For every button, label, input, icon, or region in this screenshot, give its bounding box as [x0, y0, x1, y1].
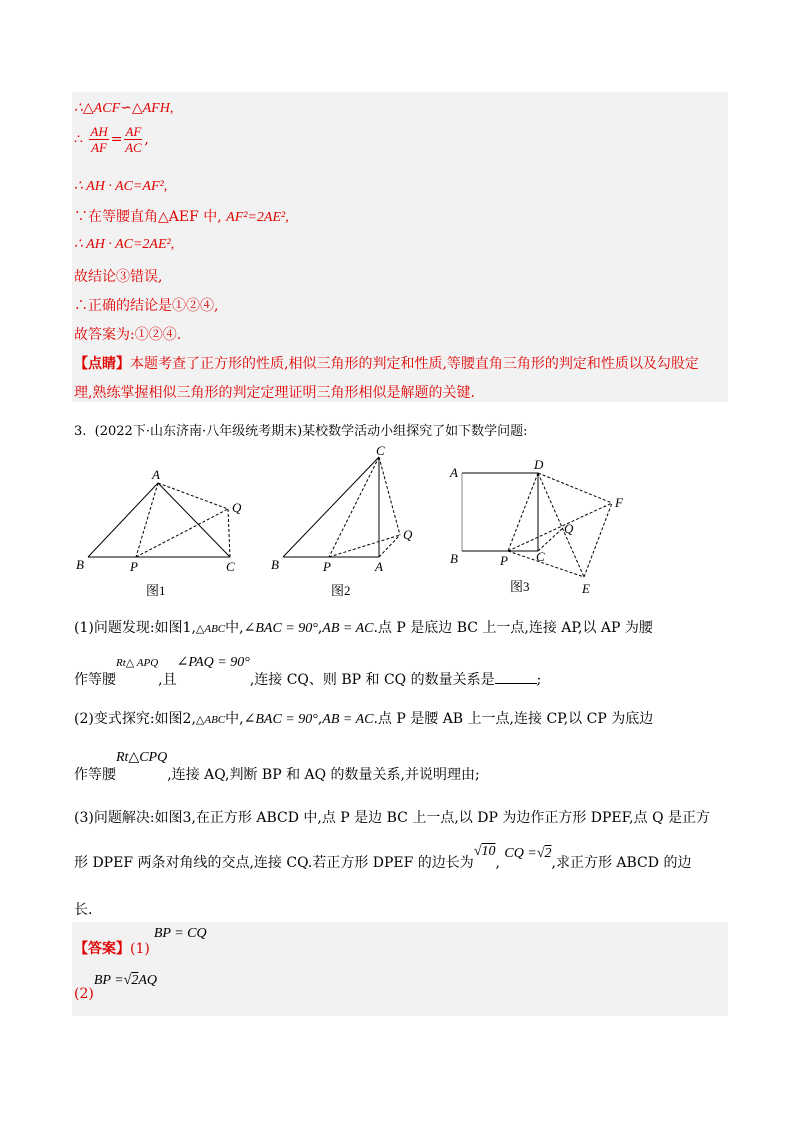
fig1-label-a: A [152, 467, 160, 482]
fig1-caption: 图1 [146, 583, 166, 598]
fig2-label-p: P [323, 559, 331, 574]
solution-line-4: ∵在等腰直角△AEF 中, AF²=2AE², [74, 209, 289, 225]
q3-line-3: 长. [74, 902, 93, 918]
fig2-label-a: A [375, 559, 383, 574]
q2-line-2: 作等腰Rt△CPQ,连接 AQ,判断 BP 和 AQ 的数量关系,并说明理由; [74, 750, 480, 783]
q3-line-2: 形 DPEF 两条对角线的交点,连接 CQ.若正方形 DPEF 的边长为√10, CQ =√2,求正方形 ABCD 的边 [74, 844, 692, 871]
q1-line-2: 作等腰$^{Rt\triangle APQ}$,且∠PAQ = 90°,连接 CQ、则 BP 和 CQ 的数量关系是 ; [74, 655, 542, 688]
fig3-label-p: P [500, 553, 508, 568]
comment-line-1: 【点睛】本题考查了正方形的性质,相似三角形的判定和性质,等腰直角三角形的判定和性质以及勾股定 [74, 356, 699, 372]
comment-line-2: 理,熟练掌握相似三角形的判定定理证明三角形相似是解题的关键. [74, 385, 475, 401]
fig3-label-e: E [582, 581, 590, 596]
fig2-label-q: Q [403, 527, 413, 542]
figure-2 [265, 445, 425, 605]
fraction-af-ac: $\frac{AF}{AC}$ [125, 124, 142, 155]
fig2-label-c: C [376, 445, 385, 458]
fig3-label-b: B [450, 551, 458, 566]
fig3-label-c: C [536, 549, 545, 564]
q2-line-1: (2)变式探究:如图2,△ABC中,∠BAC = 90°,AB = AC.点 P 是腰 AB 上一点,连接 CP,以 CP 为底边 [74, 711, 654, 727]
fig1-label-q: Q [232, 500, 242, 515]
figure-1 [70, 445, 250, 605]
q3-line-1: (3)问题解决:如图3,在正方形 ABCD 中,点 P 是边 BC 上一点,以 DP 为边作正方形 DPEF,点 Q 是正方 [74, 810, 711, 826]
fig3-label-a: A [450, 465, 458, 480]
solution-line-8: 故答案为:①②④. [74, 327, 182, 343]
answer-line-2: (2)BP =√2AQ [74, 973, 158, 1002]
solution-line-1: ∴△ACF∽△AFH, [74, 101, 174, 116]
problem-header: 3. (2022下·山东济南·八年级统考期末)某校数学活动小组探究了如下数学问题: [74, 424, 528, 439]
figure-3 [440, 445, 640, 605]
fig2-caption: 图2 [331, 583, 351, 598]
fraction-ah-af: $\frac{AH}{AF}$ [90, 124, 108, 155]
fig1-label-p: P [130, 559, 138, 574]
solution-line-3: ∴ AH · AC=AF², [74, 179, 168, 194]
fig3-label-d: D [534, 457, 544, 472]
solution-line-5: ∴ AH · AC=2AE², [74, 237, 175, 252]
answer-blank [495, 683, 537, 684]
answer-line-1: 【答案】(1)BP = CQ [74, 926, 207, 957]
solution-line-2: ∴ $\frac{AH}{AF}$ = $\frac{AF}{AC}$ , [74, 124, 149, 155]
fig2-label-b: B [271, 557, 279, 572]
fig3-label-f: F [615, 495, 623, 510]
q1-line-1: (1)问题发现:如图1,△ABC中,∠BAC = 90°,AB = AC.点 P 是底边 BC 上一点,连接 AP,以 AP 为腰 [74, 620, 653, 636]
fig1-label-b: B [76, 557, 84, 572]
fig3-caption: 图3 [510, 579, 530, 594]
fig3-label-q: Q [564, 521, 574, 536]
solution-line-6: 故结论③错误, [74, 269, 163, 285]
fig1-label-c: C [226, 559, 235, 574]
solution-line-7: ∴正确的结论是①②④, [74, 298, 219, 314]
